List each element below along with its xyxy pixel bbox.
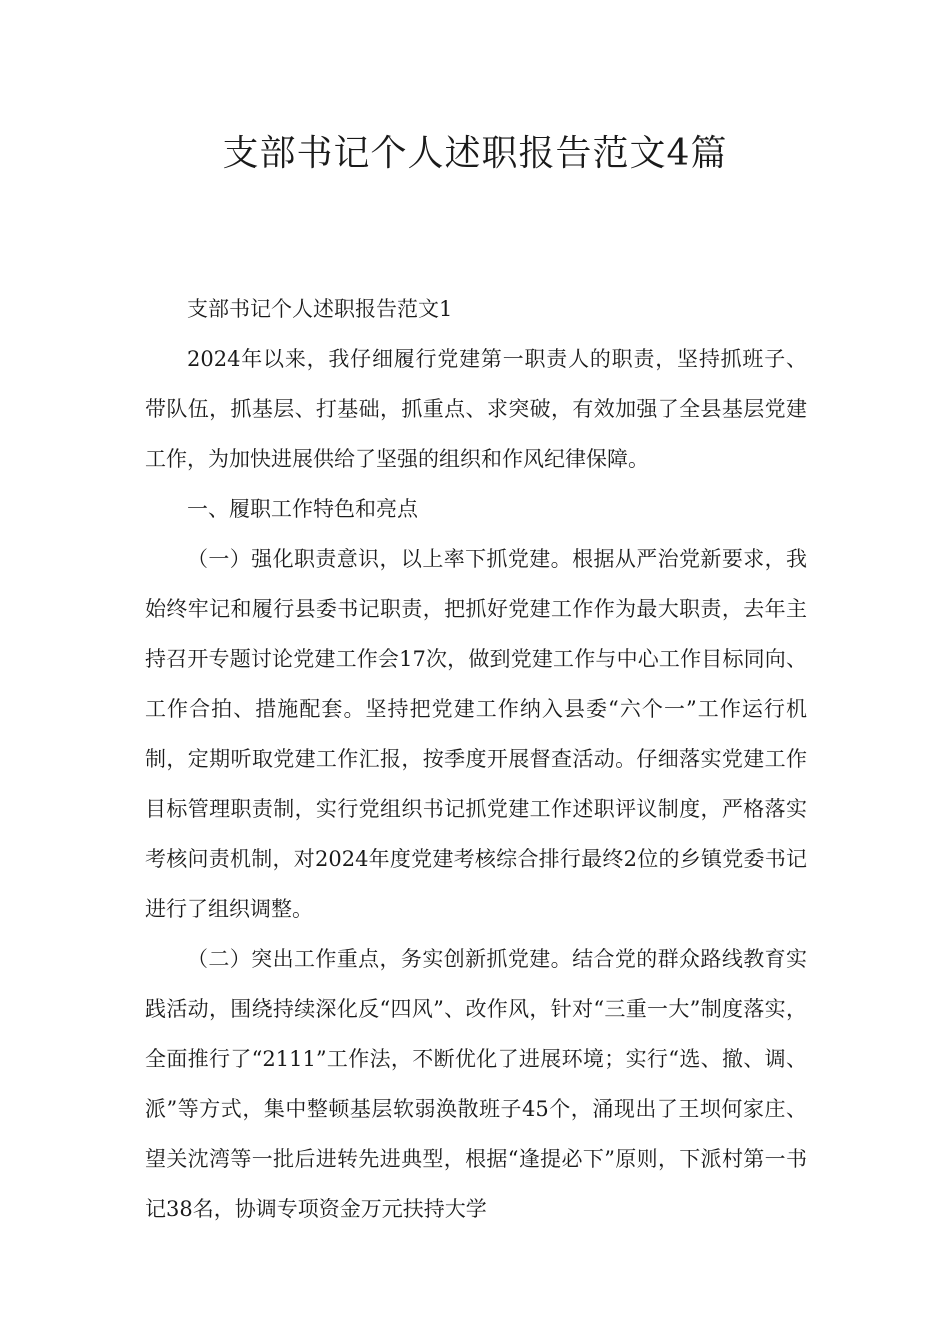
section-heading: 一、履职工作特色和亮点 bbox=[187, 497, 418, 521]
document-title: 支部书记个人述职报告范文4篇 bbox=[222, 133, 728, 174]
section-subtitle: 支部书记个人述职报告范文1 bbox=[187, 297, 453, 321]
document-body bbox=[145, 284, 807, 1234]
body-paragraph-1: （一）强化职责意识，以上率下抓党建。根据从严治党新要求，我始终牢记和履行县委书记职责，把抓好党建工作作为最大职责，去年主持召开专题讨论党建工作会17次，做到党建工作与中心工作目标同向、工作合拍、措施配套。坚持把党建工作纳入县委“六个一”工作运行机制，定期听取党建工作汇报，按季度开展督查活动。仔细落实党建工作目标管理职责制，实行党组织书记抓党建工作述职评议制度，严格落实考核问责机制，对2024年度党建考核综合排行最终2位的乡镇党委书记进行了组织调整。 bbox=[145, 547, 807, 921]
body-paragraph-intro: 2024年以来，我仔细履行党建第一职责人的职责，坚持抓班子、带队伍，抓基层、打基础，抓重点、求突破，有效加强了全县基层党建工作，为加快进展供给了坚强的组织和作风纪律保障。 bbox=[145, 347, 807, 471]
body-paragraph-2: （二）突出工作重点，务实创新抓党建。结合党的群众路线教育实践活动，围绕持续深化反“四风”、改作风，针对“三重一大”制度落实，全面推行了“2111”工作法，不断优化了进展环境；实行“选、撤、调、派”等方式，集中整顿基层软弱涣散班子45个，涌现出了王坝何家庄、望关沈湾等一批后进转先进典型，根据“逢提必下”原则，下派村第一书记38名，协调专项资金万元扶持大学 bbox=[145, 947, 807, 1221]
